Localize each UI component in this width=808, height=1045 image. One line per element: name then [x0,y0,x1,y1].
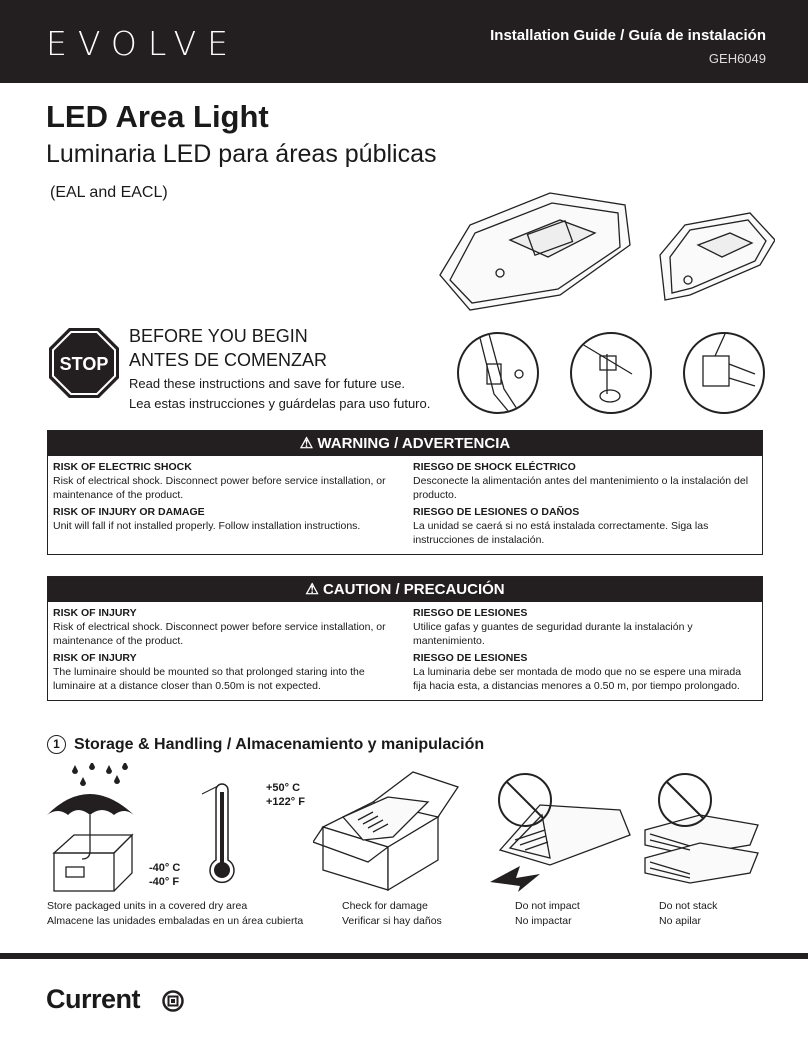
warning-text: Unit will fall if not installed properly. Follow installation instructions. [53,520,361,532]
header-bar [0,0,808,83]
warning-text: Risk of electrical shock. Disconnect power before service installation, or maintenance of the product. [53,475,386,501]
temp-high [266,781,305,809]
detail-clamp [570,332,652,414]
caution-title: RISK OF INJURY [53,607,137,619]
caution-box [47,576,763,701]
detail-mount-arm [457,332,539,414]
step-number: 1 [47,735,66,754]
caution-col-es [397,606,757,696]
caption-en: Check for damage [342,900,428,912]
caption-en: Do not impact [515,900,580,912]
caution-text: La luminaria debe ser montada de modo que no se espere una mirada fija hacia esta, a distancias menores a 0.50 m, por tiempo prolongado. [413,666,742,692]
document-title: Installation Guide / Guía de instalación [490,27,766,44]
warning-text: Desconecte la alimentación antes del mantenimiento o la instalación del producto. [413,475,749,501]
caution-heading: CAUTION / PRECAUCIÓN [322,581,505,598]
temp-low-f: -40° F [149,876,180,888]
warning-heading: WARNING / ADVERTENCIA [317,435,511,452]
footer-divider [0,953,808,959]
caution-title: RIESGO DE LESIONES [413,607,528,619]
temp-high-f: +122° F [266,796,305,808]
current-logo-icon [162,990,184,1012]
caution-text: Utilice gafas y guantes de seguridad durante la instalación y mantenimiento. [413,621,693,647]
caption-es: No apilar [659,915,702,927]
warning-title: RIESGO DE LESIONES O DAÑOS [413,506,580,518]
warning-box [47,430,763,555]
umbrella-box-icon [44,763,139,893]
storage-section-heading [47,735,484,754]
caption-store [47,899,303,929]
caution-title: RIESGO DE LESIONES [413,652,528,664]
product-title-es: Luminaria LED para áreas públicas [46,140,437,168]
before-heading-es: ANTES DE COMENZAR [129,350,328,370]
product-models: (EAL and EACL) [50,184,168,201]
product-title-en: LED Area Light [46,99,269,134]
stop-label: STOP [59,354,109,374]
evolve-logo: EVOLVE [46,24,240,63]
temp-high-c: +50° C [266,782,301,794]
caution-triangle-icon: ⚠ [305,581,319,598]
detail-bracket [683,332,765,414]
read-instructions-es: Lea estas instrucciones y guárdelas para uso futuro. [129,396,431,411]
read-instructions-en: Read these instructions and save for future use. [129,376,406,391]
caption-es: Almacene las unidades embaladas en un área cubierta [47,915,304,927]
caption-stack [659,899,717,929]
caption-en: Do not stack [659,900,718,912]
caption-es: Verificar si hay daños [342,915,442,927]
before-heading-en: BEFORE YOU BEGIN [129,326,308,346]
caution-text: The luminaire should be mounted so that prolonged staring into the luminaire at a distance closer than 0.50m is not expected. [53,666,365,692]
warning-triangle-icon: ⚠ [299,435,314,452]
caution-header [48,577,762,602]
luminaire-illustration [430,185,775,325]
do-not-stack-icon [640,770,765,892]
caution-title: RISK OF INJURY [53,652,137,664]
warning-title: RISK OF INJURY OR DAMAGE [53,506,205,518]
caption-impact [515,899,580,929]
open-box-icon [313,762,468,892]
warning-col-es [397,460,757,550]
do-not-impact-icon [480,770,640,892]
caution-text: Risk of electrical shock. Disconnect power before service installation, or maintenance of the product. [53,621,386,647]
warning-title: RIESGO DE SHOCK ELÉCTRICO [413,461,576,473]
temp-low [149,861,180,889]
storage-heading: Storage & Handling / Almacenamiento y manipulación [74,736,485,753]
warning-col-en [53,460,397,550]
current-logo: Current [46,984,141,1014]
caution-col-en [53,606,397,696]
warning-header [48,431,762,456]
stop-sign-icon [48,327,120,399]
caption-es: No impactar [515,915,572,927]
thermometer-icon [196,782,244,892]
warning-title: RISK OF ELECTRIC SHOCK [53,461,192,473]
document-code: GEH6049 [708,51,766,66]
warning-text: La unidad se caerá si no está instalada correctamente. Siga las instrucciones de instalación. [413,520,709,546]
caption-check [342,899,442,929]
temp-low-c: -40° C [149,862,181,874]
caption-en: Store packaged units in a covered dry area [47,900,248,912]
